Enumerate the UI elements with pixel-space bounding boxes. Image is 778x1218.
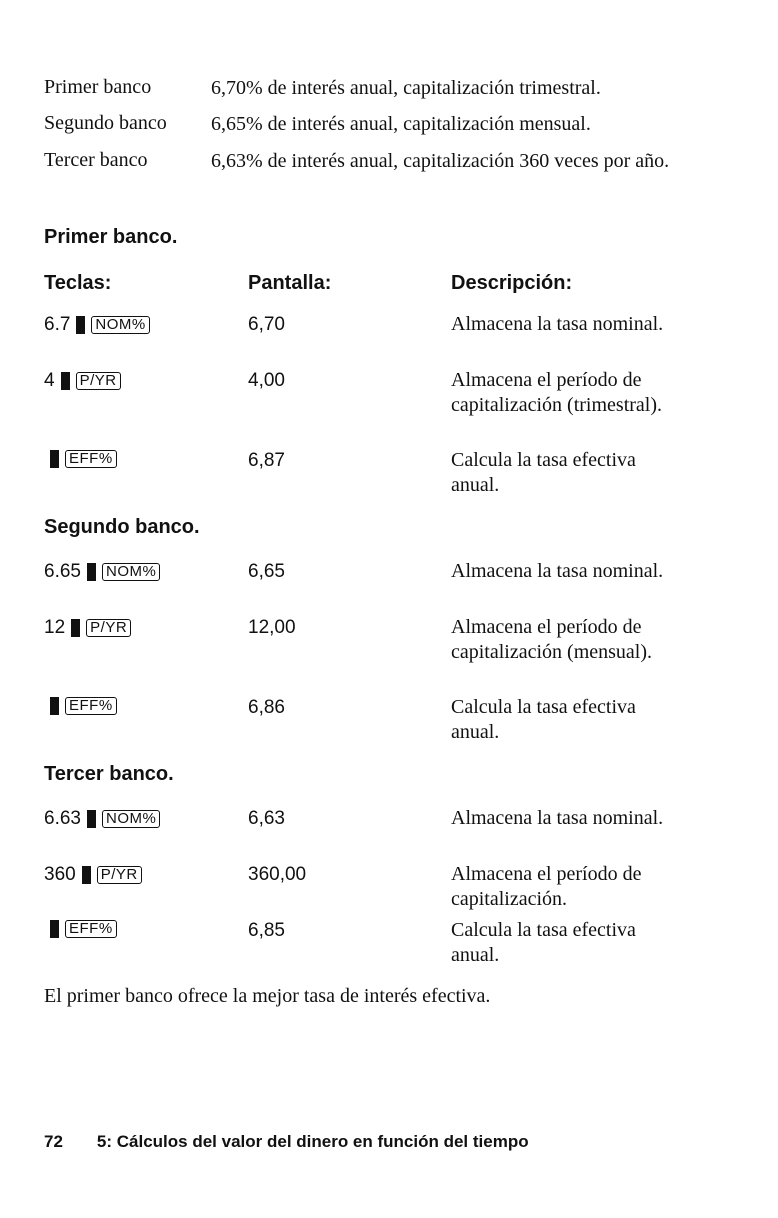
key-number: 4 [44,370,55,391]
header-description: Descripción: [451,272,573,294]
display-value: 6,65 [248,561,285,582]
shift-key-icon [61,372,70,390]
eff-key: EFF% [65,920,117,938]
keystroke-row [44,314,150,336]
shift-key-icon [71,619,80,637]
conclusion-text: El primer banco ofrece la mejor tasa de interés efectiva. [44,985,491,1007]
display-value: 6,87 [248,450,285,471]
shift-key-icon [82,866,91,884]
keystroke-row [44,697,117,715]
pyr-key: P/YR [86,619,131,637]
key-number: 360 [44,864,76,885]
keystroke-row [44,617,131,639]
section-title-2: Segundo banco. [44,516,200,538]
chapter-title: 5: Cálculos del valor del dinero en función del tiempo [96,1132,529,1151]
keystroke-row [44,864,142,886]
row-description: Calcula la tasa efectiva anual. [451,449,636,496]
display-value: 6,86 [248,697,285,718]
key-number: 12 [44,617,66,638]
keystroke-row [44,370,121,392]
row-description: Almacena la tasa nominal. [451,560,664,582]
shift-key-icon [87,810,96,828]
shift-key-icon [76,316,85,334]
shift-key-icon [50,697,59,715]
header-keys: Teclas: [44,272,112,294]
display-value: 6,85 [248,920,285,941]
key-number: 6.65 [44,561,81,582]
row-description: Almacena el período de capitalización. [451,863,642,910]
row-description: Almacena la tasa nominal. [451,313,664,335]
shift-key-icon [50,920,59,938]
row-description: Almacena el período de capitalización (mensual). [451,616,653,663]
row-description: Calcula la tasa efectiva anual. [451,919,636,966]
nom-key: NOM% [91,316,149,334]
section-title-3: Tercer banco. [44,763,174,785]
bank-name-3: Tercer banco [44,149,148,171]
bank-desc-2: 6,65% de interés anual, capitalización mensual. [211,113,591,135]
display-value: 360,00 [248,864,307,885]
display-value: 12,00 [248,617,296,638]
keystroke-row [44,920,117,938]
bank-desc-3: 6,63% de interés anual, capitalización 360 veces por año. [211,150,670,172]
page-number: 72 [44,1132,63,1151]
key-number: 6.7 [44,314,71,335]
bank-desc-1: 6,70% de interés anual, capitalización trimestral. [211,77,601,99]
eff-key: EFF% [65,697,117,715]
row-description: Almacena el período de capitalización (trimestral). [451,369,663,416]
shift-key-icon [50,450,59,468]
row-description: Almacena la tasa nominal. [451,807,664,829]
nom-key: NOM% [102,810,160,828]
pyr-key: P/YR [76,372,121,390]
pyr-key: P/YR [97,866,142,884]
eff-key: EFF% [65,450,117,468]
header-display: Pantalla: [248,272,332,294]
keystroke-row [44,450,117,468]
display-value: 6,70 [248,314,285,335]
key-number: 6.63 [44,808,81,829]
nom-key: NOM% [102,563,160,581]
bank-name-2: Segundo banco [44,112,167,134]
section-title-1: Primer banco. [44,226,178,248]
display-value: 6,63 [248,808,285,829]
display-value: 4,00 [248,370,285,391]
keystroke-row [44,561,160,583]
bank-name-1: Primer banco [44,76,152,98]
page-footer [44,1132,529,1152]
shift-key-icon [87,563,96,581]
keystroke-row [44,808,160,830]
row-description: Calcula la tasa efectiva anual. [451,696,636,743]
